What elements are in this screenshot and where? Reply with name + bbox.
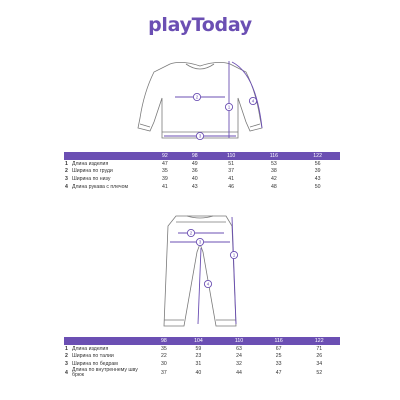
size-col: 98: [180, 152, 210, 160]
table-row: 1 Длина изделия 35 59 63 67 71: [65, 345, 323, 352]
table-row: 4 Длина по внутреннему шву брюк 37 40 44 47 52: [65, 366, 323, 379]
size-col: 116: [259, 337, 299, 345]
marker-2: 2: [189, 230, 193, 236]
table-header-row: [64, 152, 340, 160]
size-col: 110: [210, 152, 253, 160]
marker-1: 1: [227, 104, 231, 110]
marker-4: 4: [206, 281, 210, 287]
table-row: 1 Длина изделия 47 49 51 53 56: [65, 160, 321, 167]
marker-2: 2: [195, 94, 199, 100]
sweatshirt-diagram: [0, 52, 400, 148]
marker-1: 1: [232, 252, 236, 258]
table-row: 2 Ширина по груди 35 36 37 38 39: [65, 168, 321, 175]
sweatshirt-size-table: [64, 152, 340, 190]
size-col: 122: [295, 152, 340, 160]
brand-logo: playToday: [148, 14, 252, 36]
size-col: 92: [150, 152, 180, 160]
marker-3: 3: [198, 133, 202, 139]
marker-3: 3: [198, 239, 202, 245]
table-header-row: [64, 337, 340, 345]
size-col: 98: [150, 337, 178, 345]
marker-4: 4: [251, 98, 255, 104]
table-row: 3 Ширина по бедрам 30 31 32 33 34: [65, 360, 323, 367]
pants-diagram: [0, 204, 400, 336]
pants-size-table: [64, 337, 340, 379]
size-col: 110: [219, 337, 259, 345]
table-row: 3 Ширина по низу 39 40 41 42 43: [65, 175, 321, 182]
size-col: 104: [178, 337, 219, 345]
size-col: 122: [299, 337, 341, 345]
size-col: 116: [252, 152, 295, 160]
table-row: 2 Ширина по талии 22 23 24 25 26: [65, 353, 323, 360]
table-row: 4 Длина рукава с плечом 41 43 46 48 50: [65, 183, 321, 190]
